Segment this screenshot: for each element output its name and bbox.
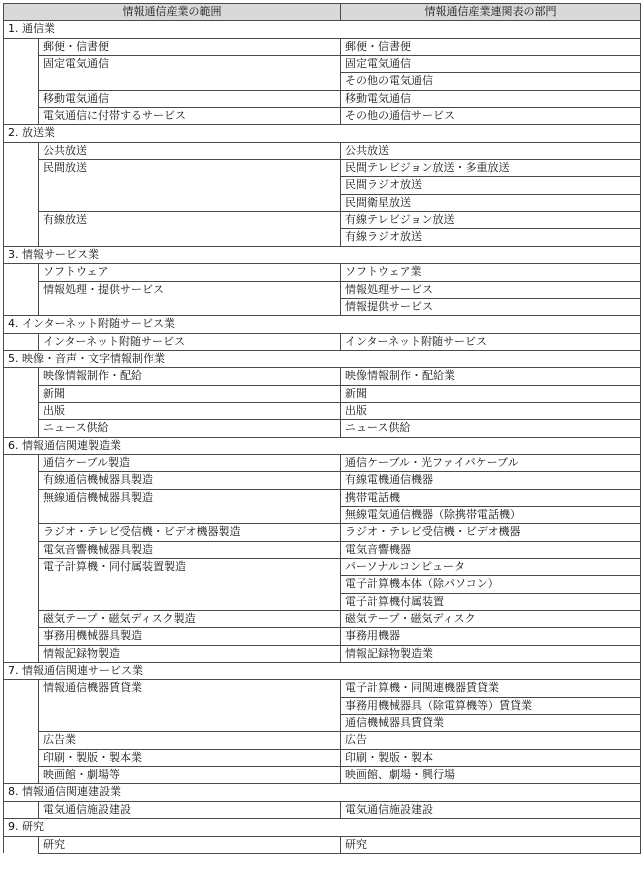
table-row bbox=[4, 801, 641, 818]
sector-item: 電子計算機付属装置 bbox=[341, 593, 641, 610]
table-row bbox=[4, 732, 641, 749]
category-row bbox=[4, 125, 641, 142]
scope-item: 新聞 bbox=[39, 385, 341, 402]
category-indent bbox=[4, 38, 39, 125]
table-row bbox=[4, 333, 641, 350]
table-row bbox=[4, 524, 641, 541]
sector-item: ソフトウェア業 bbox=[341, 264, 641, 281]
sector-item: 研究 bbox=[341, 836, 641, 853]
sector-item: 電子計算機・同関連機器賃貸業 bbox=[341, 680, 641, 697]
category-indent bbox=[4, 454, 39, 662]
scope-item: ラジオ・テレビ受信機・ビデオ機器製造 bbox=[39, 524, 341, 541]
table-row bbox=[4, 836, 641, 853]
scope-item: ニュース供給 bbox=[39, 420, 341, 437]
scope-item: 情報記録物製造 bbox=[39, 645, 341, 662]
sector-item: 固定電気通信 bbox=[341, 56, 641, 73]
sector-item: 郵便・信書便 bbox=[341, 38, 641, 55]
scope-item: 通信ケーブル製造 bbox=[39, 454, 341, 471]
table-row bbox=[4, 402, 641, 419]
category-label: 9. 研究 bbox=[4, 819, 341, 836]
scope-item: 広告業 bbox=[39, 732, 341, 749]
table-row bbox=[4, 142, 641, 159]
industry-sector-table bbox=[3, 3, 641, 854]
table-body bbox=[4, 21, 641, 854]
scope-item: 出版 bbox=[39, 402, 341, 419]
table-row bbox=[4, 160, 641, 177]
category-label: 5. 映像・音声・文字情報制作業 bbox=[4, 350, 341, 367]
category-sector-empty bbox=[341, 125, 641, 142]
scope-item: 映像情報制作・配給 bbox=[39, 368, 341, 385]
scope-item: 印刷・製版・製本業 bbox=[39, 749, 341, 766]
scope-item: 有線通信機械器具製造 bbox=[39, 472, 341, 489]
sector-item: その他の通信サービス bbox=[341, 108, 641, 125]
scope-item: 研究 bbox=[39, 836, 341, 853]
sector-item: 民間ラジオ放送 bbox=[341, 177, 641, 194]
header-sector: 情報通信産業連関表の部門 bbox=[341, 4, 641, 21]
sector-item: 公共放送 bbox=[341, 142, 641, 159]
category-sector-empty bbox=[341, 246, 641, 263]
sector-item: 民間衛星放送 bbox=[341, 194, 641, 211]
category-indent bbox=[4, 680, 39, 784]
category-sector-empty bbox=[341, 350, 641, 367]
category-indent bbox=[4, 142, 39, 246]
table-row bbox=[4, 385, 641, 402]
category-sector-empty bbox=[341, 21, 641, 38]
table-row bbox=[4, 541, 641, 558]
category-row bbox=[4, 246, 641, 263]
sector-item: 事務用機器 bbox=[341, 628, 641, 645]
category-sector-empty bbox=[341, 784, 641, 801]
scope-item: 有線放送 bbox=[39, 212, 341, 247]
category-sector-empty bbox=[341, 437, 641, 454]
sector-item: 磁気テープ・磁気ディスク bbox=[341, 611, 641, 628]
sector-item: 電気通信施設建設 bbox=[341, 801, 641, 818]
category-row bbox=[4, 437, 641, 454]
table-row bbox=[4, 56, 641, 73]
sector-item: 電気音響機器 bbox=[341, 541, 641, 558]
sector-item: 出版 bbox=[341, 402, 641, 419]
table-row bbox=[4, 454, 641, 471]
table-row bbox=[4, 645, 641, 662]
table-row bbox=[4, 368, 641, 385]
table-row bbox=[4, 472, 641, 489]
scope-item: 電子計算機・同付属装置製造 bbox=[39, 559, 341, 611]
category-indent bbox=[4, 801, 39, 818]
scope-item: 情報通信機器賃貸業 bbox=[39, 680, 341, 732]
table-row bbox=[4, 680, 641, 697]
scope-item: 電気通信施設建設 bbox=[39, 801, 341, 818]
category-sector-empty bbox=[341, 663, 641, 680]
scope-item: 映画館・劇場等 bbox=[39, 767, 341, 784]
category-row bbox=[4, 784, 641, 801]
scope-item: 電気音響機械器具製造 bbox=[39, 541, 341, 558]
sector-item: 有線電機通信機器 bbox=[341, 472, 641, 489]
sector-item: インターネット附随サービス bbox=[341, 333, 641, 350]
table-row bbox=[4, 628, 641, 645]
table-row bbox=[4, 108, 641, 125]
category-indent bbox=[4, 836, 39, 853]
category-row bbox=[4, 316, 641, 333]
scope-item: 事務用機械器具製造 bbox=[39, 628, 341, 645]
category-sector-empty bbox=[341, 819, 641, 836]
sector-item: 映画館、劇場・興行場 bbox=[341, 767, 641, 784]
category-indent bbox=[4, 368, 39, 437]
sector-item: 事務用機械器具（除電算機等）賃貸業 bbox=[341, 697, 641, 714]
table-row bbox=[4, 281, 641, 298]
sector-item: 映像情報制作・配給業 bbox=[341, 368, 641, 385]
sector-item: 有線ラジオ放送 bbox=[341, 229, 641, 246]
header-scope: 情報通信産業の範囲 bbox=[4, 4, 341, 21]
scope-item: 移動電気通信 bbox=[39, 90, 341, 107]
sector-item: 情報記録物製造業 bbox=[341, 645, 641, 662]
category-label: 7. 情報通信関連サービス業 bbox=[4, 663, 341, 680]
table-row bbox=[4, 212, 641, 229]
sector-item: ニュース供給 bbox=[341, 420, 641, 437]
category-row bbox=[4, 21, 641, 38]
sector-item: 移動電気通信 bbox=[341, 90, 641, 107]
category-label: 4. インターネット附随サービス業 bbox=[4, 316, 341, 333]
scope-item: 公共放送 bbox=[39, 142, 341, 159]
table-row bbox=[4, 611, 641, 628]
table-row bbox=[4, 559, 641, 576]
sector-item: 情報処理サービス bbox=[341, 281, 641, 298]
category-row bbox=[4, 819, 641, 836]
category-indent bbox=[4, 333, 39, 350]
table-row bbox=[4, 489, 641, 506]
sector-item: 通信ケーブル・光ファイバケーブル bbox=[341, 454, 641, 471]
scope-item: 民間放送 bbox=[39, 160, 341, 212]
sector-item: 携帯電話機 bbox=[341, 489, 641, 506]
sector-item: 印刷・製版・製本 bbox=[341, 749, 641, 766]
table-row bbox=[4, 90, 641, 107]
sector-item: 有線テレビジョン放送 bbox=[341, 212, 641, 229]
category-label: 2. 放送業 bbox=[4, 125, 341, 142]
table-row bbox=[4, 264, 641, 281]
sector-item: 電子計算機本体（除パソコン） bbox=[341, 576, 641, 593]
sector-item: その他の電気通信 bbox=[341, 73, 641, 90]
sector-item: 情報提供サービス bbox=[341, 298, 641, 315]
table-row bbox=[4, 749, 641, 766]
scope-item: 情報処理・提供サービス bbox=[39, 281, 341, 316]
scope-item: 郵便・信書便 bbox=[39, 38, 341, 55]
category-row bbox=[4, 663, 641, 680]
scope-item: インターネット附随サービス bbox=[39, 333, 341, 350]
sector-item: 通信機械器具賃貸業 bbox=[341, 715, 641, 732]
category-row bbox=[4, 350, 641, 367]
scope-item: 固定電気通信 bbox=[39, 56, 341, 91]
table-row bbox=[4, 38, 641, 55]
header-row bbox=[4, 4, 641, 21]
sector-item: パーソナルコンピュータ bbox=[341, 559, 641, 576]
sector-item: 民間テレビジョン放送・多重放送 bbox=[341, 160, 641, 177]
sector-item: ラジオ・テレビ受信機・ビデオ機器 bbox=[341, 524, 641, 541]
sector-item: 広告 bbox=[341, 732, 641, 749]
category-label: 8. 情報通信関連建設業 bbox=[4, 784, 341, 801]
sector-item: 新聞 bbox=[341, 385, 641, 402]
scope-item: 磁気テープ・磁気ディスク製造 bbox=[39, 611, 341, 628]
sector-item: 無線電気通信機器（除携帯電話機） bbox=[341, 506, 641, 523]
table-row bbox=[4, 767, 641, 784]
scope-item: 無線通信機械器具製造 bbox=[39, 489, 341, 524]
scope-item: ソフトウェア bbox=[39, 264, 341, 281]
scope-item: 電気通信に付帯するサービス bbox=[39, 108, 341, 125]
category-indent bbox=[4, 264, 39, 316]
category-label: 3. 情報サービス業 bbox=[4, 246, 341, 263]
category-label: 6. 情報通信関連製造業 bbox=[4, 437, 341, 454]
category-sector-empty bbox=[341, 316, 641, 333]
category-label: 1. 通信業 bbox=[4, 21, 341, 38]
table-row bbox=[4, 420, 641, 437]
